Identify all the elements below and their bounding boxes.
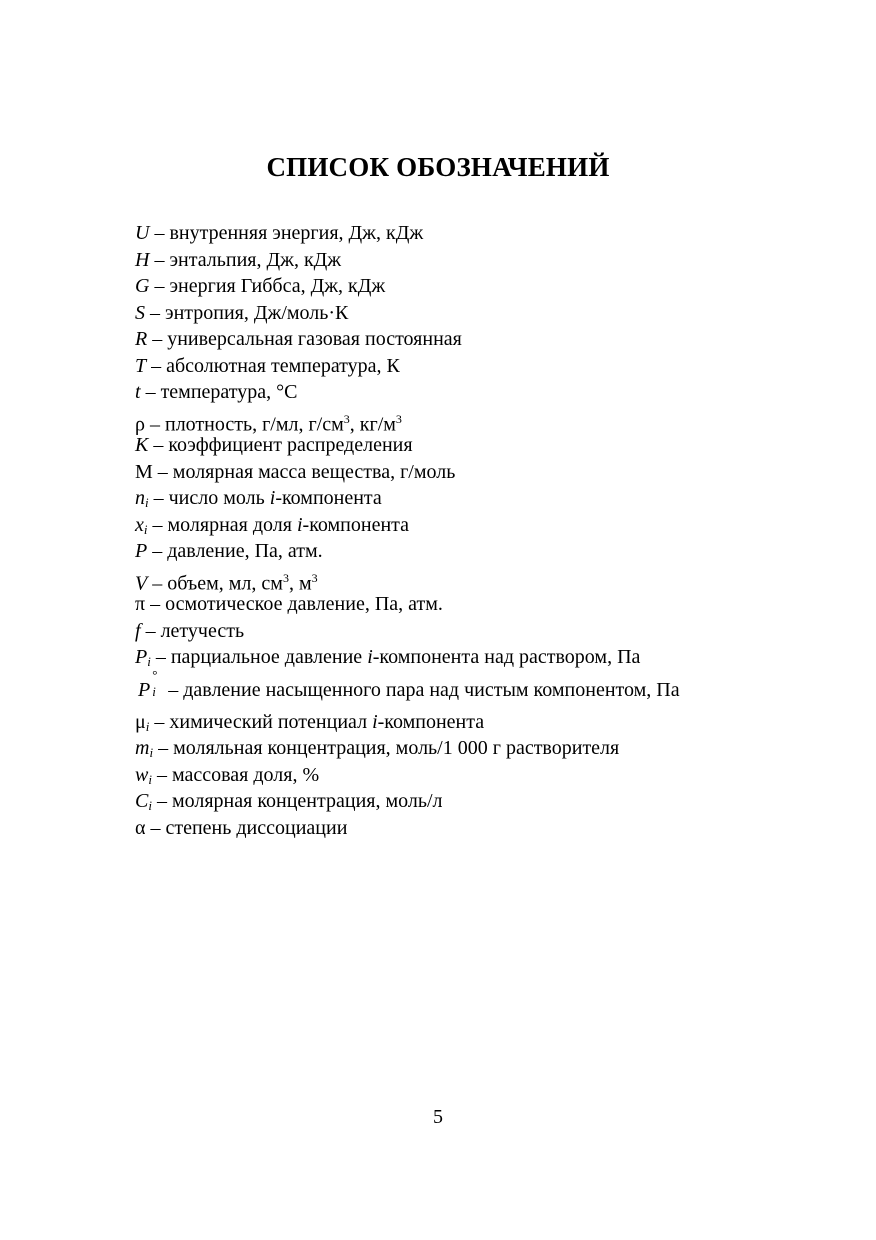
separator: –: [140, 619, 161, 642]
page-title: СПИСОК ОБОЗНАЧЕНИЙ: [266, 152, 610, 182]
list-item: [135, 788, 680, 815]
separator: –: [145, 816, 166, 839]
subscript: i: [145, 718, 150, 734]
list-item: [135, 762, 680, 789]
description: молярная масса вещества, г/моль: [172, 460, 456, 483]
list-item: [135, 485, 680, 512]
separator: –: [147, 513, 168, 536]
list-item: [135, 591, 680, 618]
description: температура, °С: [160, 381, 298, 403]
separator: –: [149, 710, 170, 733]
symbol: ρ: [135, 413, 145, 436]
subscript: i: [152, 683, 156, 699]
exponent: 3: [311, 570, 318, 585]
description: -компонента над раствором, Па: [372, 646, 641, 668]
description: универсальная газовая постоянная: [167, 328, 462, 350]
index-variable: i: [296, 513, 303, 536]
separator: –: [148, 487, 169, 509]
description: парциальное давление: [170, 646, 368, 668]
separator: –: [149, 275, 170, 297]
list-item: [135, 735, 680, 762]
description: число моль: [168, 487, 270, 509]
list-item: [135, 300, 680, 327]
separator: –: [151, 763, 172, 786]
symbol: μ: [135, 710, 146, 733]
symbol: α: [135, 816, 146, 839]
separator: –: [163, 678, 184, 701]
list-item: [135, 815, 680, 842]
separator: –: [147, 540, 168, 562]
separator: –: [140, 381, 161, 403]
list-item: [135, 709, 680, 736]
subscript: i: [145, 495, 149, 510]
description: , м: [288, 572, 312, 595]
description: -компонента: [275, 487, 382, 509]
description: осмотическое давление, Па, атм.: [165, 593, 443, 615]
superscript: °: [152, 666, 158, 682]
symbol: S: [135, 301, 145, 324]
symbol: n: [135, 487, 145, 509]
subscript: i: [143, 521, 148, 537]
description: коэффициент распределения: [168, 434, 413, 456]
symbol: V: [135, 572, 148, 595]
symbol: P: [138, 678, 151, 701]
description: энергия Гиббса, Дж, кДж: [169, 275, 386, 297]
subscript: i: [148, 771, 152, 787]
description: абсолютная температура, К: [166, 354, 400, 377]
list-item: [135, 459, 680, 486]
page-number: 5: [433, 1106, 443, 1128]
list-item: [135, 565, 680, 595]
description: , кг/м: [349, 413, 396, 436]
symbol: m: [135, 737, 150, 759]
separator: –: [152, 460, 173, 483]
symbol: R: [135, 328, 148, 350]
description: энтальпия, Дж, кДж: [169, 248, 342, 271]
separator: –: [149, 248, 170, 271]
index-variable: i: [367, 646, 373, 668]
sup-sub-stack: [151, 666, 163, 699]
description: молярная концентрация, моль/л: [171, 790, 443, 812]
separator: –: [150, 646, 171, 668]
subscript: i: [147, 654, 151, 669]
description: летучесть: [160, 619, 245, 642]
symbol: P: [135, 646, 148, 668]
description: энтропия, Дж/моль·К: [165, 301, 349, 324]
description: давление насыщенного пара над чистым компонентом, Па: [183, 678, 680, 701]
symbol: T: [135, 354, 147, 377]
description: химический потенциал: [169, 710, 373, 733]
symbol: π: [135, 593, 146, 615]
list-item: [135, 644, 680, 671]
separator: –: [149, 222, 170, 244]
description: степень диссоциации: [165, 816, 348, 839]
separator: –: [144, 413, 165, 436]
list-item: [135, 538, 680, 565]
index-variable: i: [372, 710, 378, 733]
exponent: 3: [395, 411, 402, 426]
separator: –: [151, 790, 172, 812]
description: -компонента: [377, 710, 485, 733]
symbol: x: [135, 513, 144, 536]
list-item: [135, 273, 680, 300]
separator: –: [146, 354, 167, 377]
list-item: [135, 666, 680, 709]
exponent: 3: [343, 411, 350, 426]
subscript: i: [148, 798, 152, 813]
symbol: C: [135, 790, 149, 812]
description: молярная доля: [167, 513, 297, 536]
separator: –: [153, 737, 174, 759]
description: давление, Па, атм.: [167, 540, 323, 562]
list-item: [135, 379, 680, 406]
description: моляльная концентрация, моль/1 000 г растворителя: [173, 737, 620, 759]
description: внутренняя энергия, Дж, кДж: [169, 222, 424, 244]
description: -компонента: [302, 513, 410, 536]
index-variable: i: [269, 487, 276, 509]
list-item: [135, 432, 680, 459]
symbol: G: [135, 275, 150, 297]
separator: –: [148, 434, 169, 456]
list-item: [135, 353, 680, 380]
symbol: f: [135, 619, 141, 642]
separator: –: [145, 301, 165, 324]
list-item: [135, 618, 680, 645]
separator: –: [147, 328, 168, 350]
symbol: М: [135, 460, 153, 483]
symbol: P: [135, 540, 148, 562]
list-item: [135, 406, 680, 436]
description: плотность, г/мл, г/см: [164, 413, 344, 436]
subscript: i: [149, 745, 154, 760]
symbol: H: [135, 248, 150, 271]
separator: –: [147, 572, 168, 595]
symbol-list: [135, 220, 680, 841]
symbol: t: [135, 381, 141, 403]
description: массовая доля, %: [171, 763, 320, 786]
symbol: U: [135, 222, 150, 244]
description: объем, мл, см: [167, 572, 283, 595]
list-item: [135, 247, 680, 274]
separator: –: [145, 593, 166, 615]
exponent: 3: [282, 570, 289, 585]
list-item: [135, 220, 680, 247]
list-item: [135, 326, 680, 353]
list-item: [135, 512, 680, 539]
symbol: w: [135, 763, 149, 786]
symbol: K: [135, 434, 149, 456]
